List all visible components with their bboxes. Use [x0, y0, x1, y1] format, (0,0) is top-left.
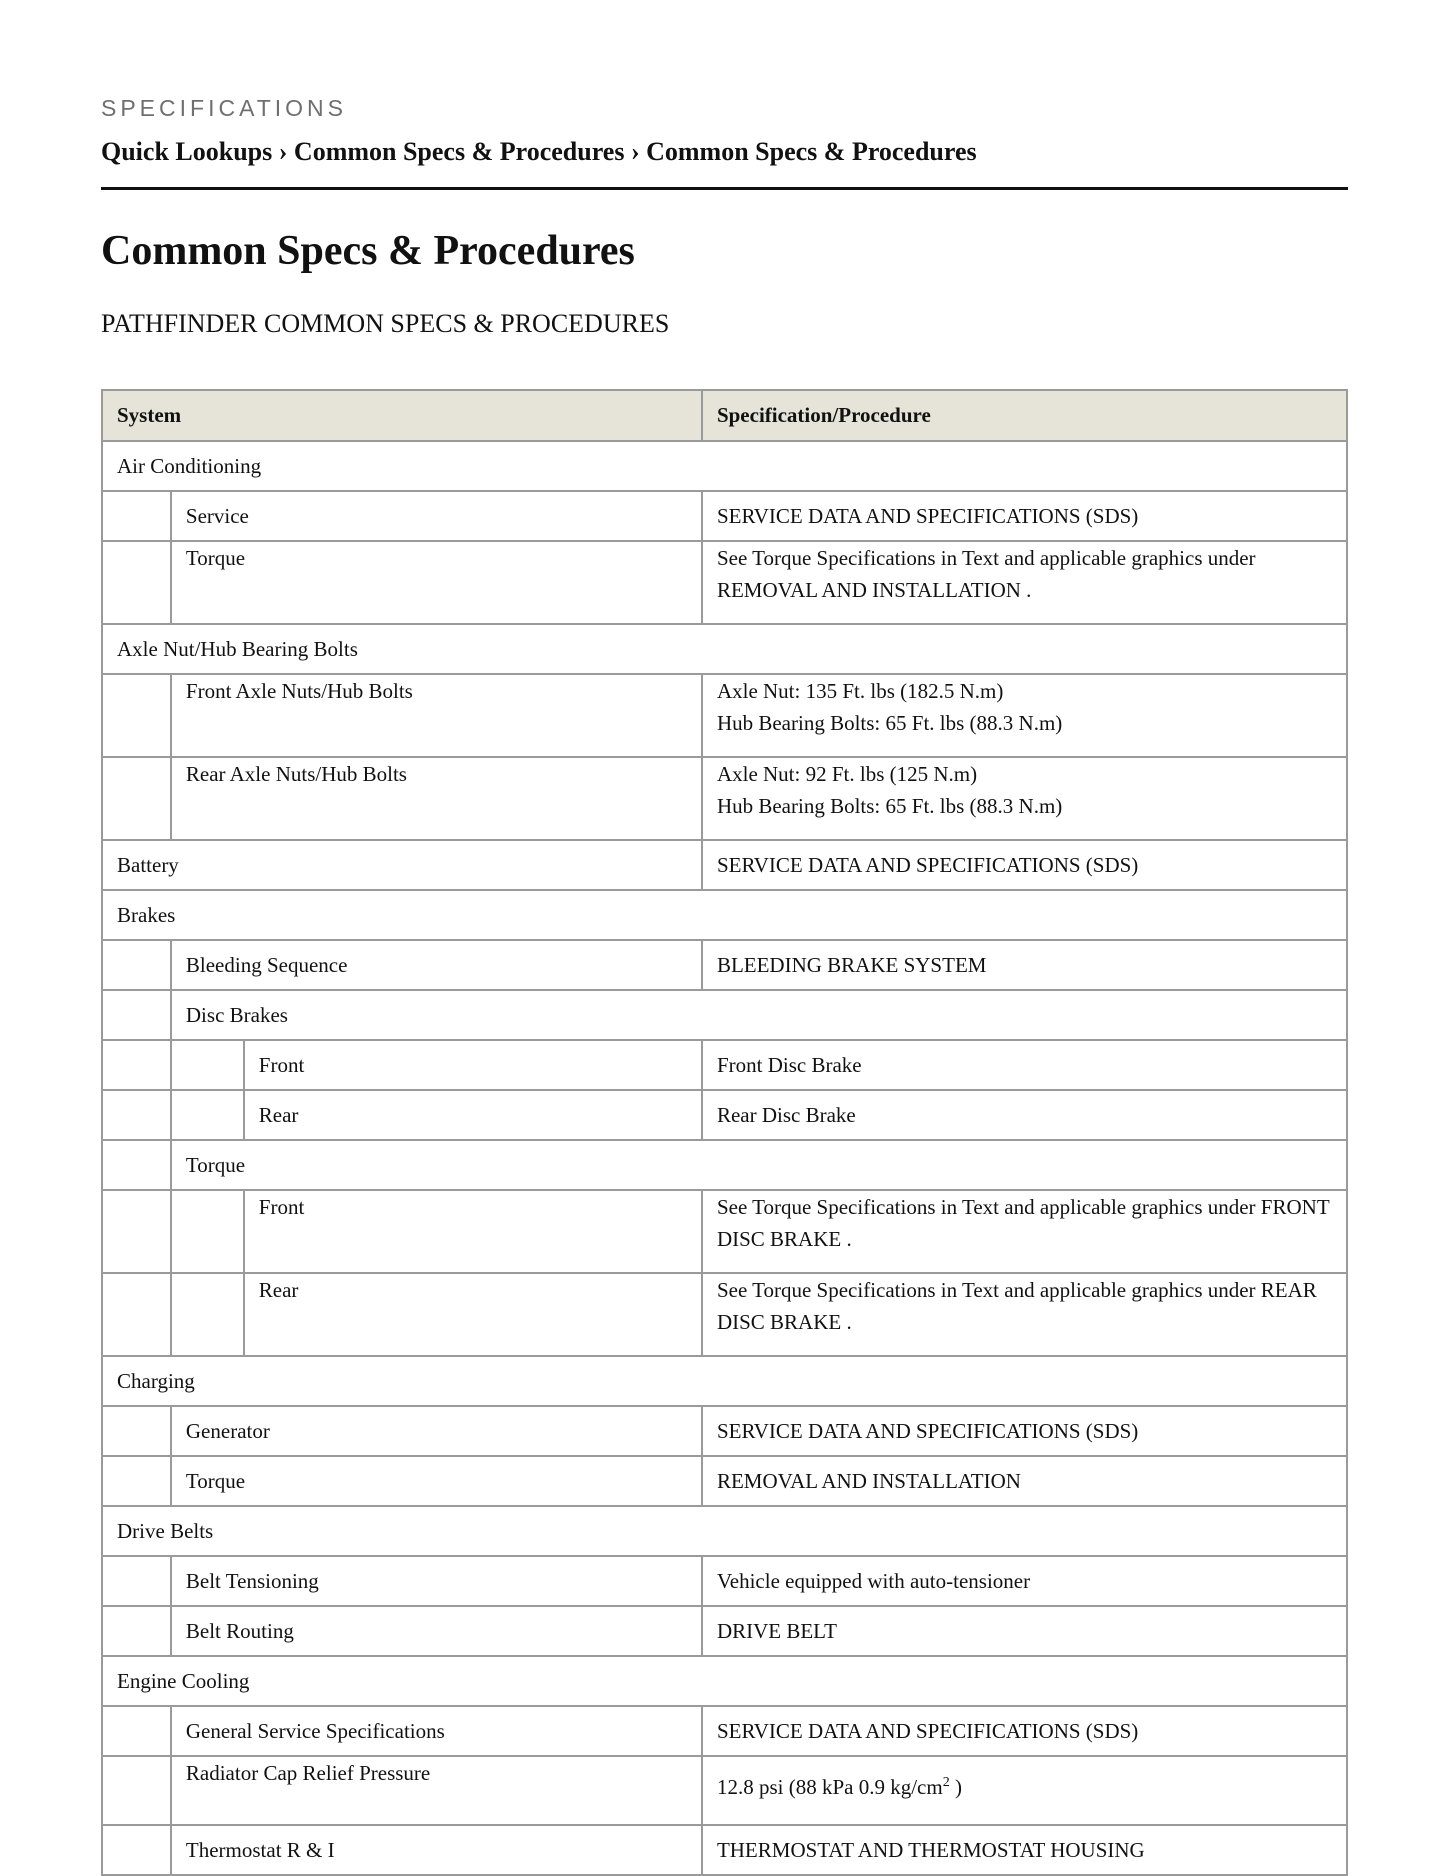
table-row: [102, 1506, 1347, 1556]
breadcrumb-item-common-specs[interactable]: Common Specs & Procedures: [293, 137, 625, 166]
spec-value: 12.8 psi (88 kPa 0.9 kg/cm: [716, 1775, 943, 1799]
indent-cell: [102, 1756, 171, 1825]
row-label: Torque: [171, 541, 702, 624]
row-spec: [702, 1756, 1347, 1825]
table-row: [102, 1273, 1347, 1356]
subgroup-label: Torque: [171, 1140, 1347, 1190]
row-label: Rear: [244, 1273, 702, 1356]
indent-cell: [102, 1606, 171, 1656]
column-header-spec: Specification/Procedure: [702, 390, 1347, 441]
table-row: [102, 1090, 1347, 1140]
breadcrumb-item-quick-lookups[interactable]: Quick Lookups: [101, 137, 273, 166]
row-label: Torque: [171, 1456, 702, 1506]
row-spec[interactable]: SERVICE DATA AND SPECIFICATIONS (SDS): [702, 840, 1347, 890]
row-spec[interactable]: BLEEDING BRAKE SYSTEM: [702, 940, 1347, 990]
section-kicker: SPECIFICATIONS: [101, 95, 347, 121]
table-row: [102, 1756, 1347, 1825]
row-spec[interactable]: SERVICE DATA AND SPECIFICATIONS (SDS): [702, 1706, 1347, 1756]
table-row: [102, 1706, 1347, 1756]
row-label: General Service Specifications: [171, 1706, 702, 1756]
row-spec[interactable]: DRIVE BELT: [702, 1606, 1347, 1656]
group-label: Drive Belts: [102, 1506, 1347, 1556]
table-row: [102, 541, 1347, 624]
indent-cell: [171, 1273, 244, 1356]
indent-cell: [102, 1456, 171, 1506]
row-label: Belt Tensioning: [171, 1556, 702, 1606]
breadcrumb-separator: ›: [278, 137, 288, 166]
indent-cell: [102, 541, 171, 624]
column-header-system: System: [102, 390, 702, 441]
breadcrumb-item-current: Common Specs & Procedures: [646, 137, 977, 166]
row-spec: [702, 674, 1347, 757]
table-row: [102, 840, 1347, 890]
row-label: Rear: [244, 1090, 702, 1140]
row-label: Front: [244, 1190, 702, 1273]
group-label: Axle Nut/Hub Bearing Bolts: [102, 624, 1347, 674]
indent-cell: [102, 757, 171, 840]
table-row: [102, 1606, 1347, 1656]
table-header-row: [102, 390, 1347, 441]
row-label: Front Axle Nuts/Hub Bolts: [171, 674, 702, 757]
table-row: [102, 1556, 1347, 1606]
indent-cell: [102, 491, 171, 541]
indent-cell: [102, 1406, 171, 1456]
specs-table: [101, 389, 1348, 1876]
row-spec: Vehicle equipped with auto-tensioner: [702, 1556, 1347, 1606]
group-label: Air Conditioning: [102, 441, 1347, 491]
superscript: 2: [942, 1775, 950, 1790]
indent-cell: [102, 1273, 171, 1356]
row-spec[interactable]: SERVICE DATA AND SPECIFICATIONS (SDS): [702, 491, 1347, 541]
row-spec[interactable]: SERVICE DATA AND SPECIFICATIONS (SDS): [702, 1406, 1347, 1456]
indent-cell: [102, 990, 171, 1040]
page-subtitle: PATHFINDER COMMON SPECS & PROCEDURES: [101, 309, 670, 338]
header-divider: [101, 187, 1348, 190]
table-row: [102, 1825, 1347, 1875]
table-row: [102, 1040, 1347, 1090]
row-label: Belt Routing: [171, 1606, 702, 1656]
table-row: [102, 1406, 1347, 1456]
row-label: Battery: [102, 840, 702, 890]
table-row: [102, 1190, 1347, 1273]
row-label: Radiator Cap Relief Pressure: [171, 1756, 702, 1825]
group-label: Charging: [102, 1356, 1347, 1406]
row-spec[interactable]: THERMOSTAT AND THERMOSTAT HOUSING: [702, 1825, 1347, 1875]
spec-line: Axle Nut: 92 Ft. lbs (125 N.m): [716, 762, 978, 786]
row-label: Generator: [171, 1406, 702, 1456]
table-row: [102, 1456, 1347, 1506]
row-spec[interactable]: Front Disc Brake: [702, 1040, 1347, 1090]
row-label: Bleeding Sequence: [171, 940, 702, 990]
indent-cell: [171, 1040, 244, 1090]
spec-line: Hub Bearing Bolts: 65 Ft. lbs (88.3 N.m): [716, 711, 1063, 735]
row-label: Rear Axle Nuts/Hub Bolts: [171, 757, 702, 840]
row-spec[interactable]: See Torque Specifications in Text and applicable graphics under REAR DISC BRAKE .: [702, 1273, 1347, 1356]
table-row: [102, 1356, 1347, 1406]
spec-line: Axle Nut: 135 Ft. lbs (182.5 N.m): [716, 679, 1004, 703]
row-spec[interactable]: REMOVAL AND INSTALLATION: [702, 1456, 1347, 1506]
indent-cell: [102, 1825, 171, 1875]
spec-line: Hub Bearing Bolts: 65 Ft. lbs (88.3 N.m): [716, 794, 1063, 818]
spec-value-end: ): [949, 1775, 962, 1799]
indent-cell: [102, 940, 171, 990]
indent-cell: [102, 1140, 171, 1190]
row-label: Thermostat R & I: [171, 1825, 702, 1875]
table-row: [102, 1140, 1347, 1190]
table-row: [102, 441, 1347, 491]
table-row: [102, 674, 1347, 757]
breadcrumb-separator: ›: [630, 137, 640, 166]
table-row: [102, 491, 1347, 541]
table-row: [102, 624, 1347, 674]
table-row: [102, 990, 1347, 1040]
row-label: Front: [244, 1040, 702, 1090]
indent-cell: [102, 1090, 171, 1140]
indent-cell: [102, 674, 171, 757]
indent-cell: [171, 1190, 244, 1273]
page-title: Common Specs & Procedures: [101, 228, 635, 274]
subgroup-label: Disc Brakes: [171, 990, 1347, 1040]
row-spec[interactable]: Rear Disc Brake: [702, 1090, 1347, 1140]
indent-cell: [171, 1090, 244, 1140]
indent-cell: [102, 1040, 171, 1090]
breadcrumb: [101, 137, 977, 167]
table-row: [102, 1656, 1347, 1706]
table-row: [102, 757, 1347, 840]
table-row: [102, 890, 1347, 940]
row-spec[interactable]: See Torque Specifications in Text and applicable graphics under REMOVAL AND INSTALLATION .: [702, 541, 1347, 624]
indent-cell: [102, 1556, 171, 1606]
indent-cell: [102, 1706, 171, 1756]
group-label: Engine Cooling: [102, 1656, 1347, 1706]
indent-cell: [102, 1190, 171, 1273]
row-spec: [702, 757, 1347, 840]
table-row: [102, 940, 1347, 990]
group-label: Brakes: [102, 890, 1347, 940]
row-label: Service: [171, 491, 702, 541]
row-spec[interactable]: See Torque Specifications in Text and applicable graphics under FRONT DISC BRAKE .: [702, 1190, 1347, 1273]
